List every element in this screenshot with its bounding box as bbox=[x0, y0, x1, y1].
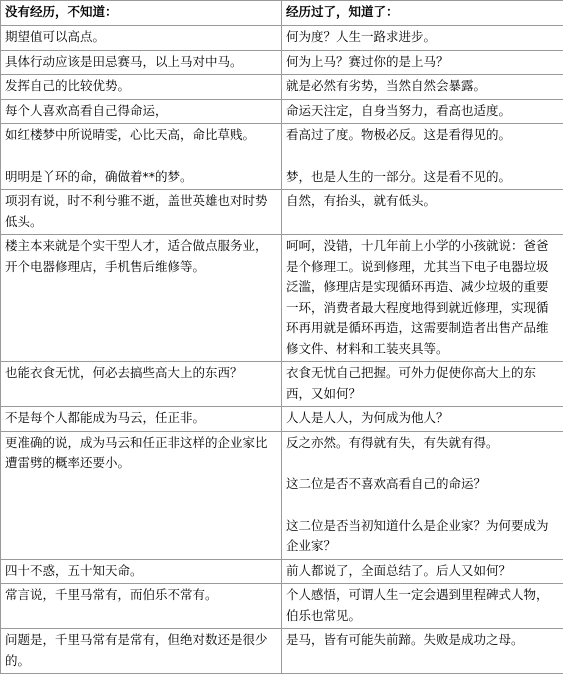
cell-text: 楼主本来就是个实干型人才，适合做点服务业，开个电器修理店，手机售后维修等。 bbox=[5, 236, 278, 277]
cell-text: 反之亦然。有得就有失，有失就有得。 bbox=[286, 433, 560, 454]
cell-text: 命运天注定，自身当努力，看高也适度。 bbox=[286, 101, 560, 122]
table-row bbox=[1, 75, 563, 100]
cell-left bbox=[1, 559, 282, 584]
cell-text: 不是每个人都能成为马云，任正非。 bbox=[5, 408, 278, 429]
cell-text: 问题是，千里马常有是常有，但绝对数还是很少的。 bbox=[5, 630, 278, 671]
cell-text: 这二位是否不喜欢高看自己的命运？ bbox=[286, 474, 560, 495]
paragraph-gap bbox=[5, 146, 278, 167]
cell-right bbox=[282, 26, 563, 51]
cell-text: 何为度？人生一路求进步。 bbox=[286, 27, 560, 48]
cell-left bbox=[1, 26, 282, 51]
table-row bbox=[1, 235, 563, 362]
table-row bbox=[1, 629, 563, 674]
table-body bbox=[1, 26, 563, 674]
cell-right bbox=[282, 235, 563, 362]
table-row bbox=[1, 124, 563, 190]
cell-text: 这二位是否当初知道什么是企业家？为何要成为企业家？ bbox=[286, 516, 560, 557]
cell-right bbox=[282, 584, 563, 629]
cell-text: 项羽有说，时不利兮骓不逝，盖世英雄也对时势低头。 bbox=[5, 191, 278, 232]
cell-left bbox=[1, 124, 282, 190]
cell-text: 衣食无忧自己把握。可外力促使你高大上的东西，又如何？ bbox=[286, 363, 560, 404]
paragraph-gap bbox=[286, 453, 560, 474]
cell-left bbox=[1, 99, 282, 124]
cell-text: 个人感悟，可谓人生一定会遇到里程碑式人物，伯乐也常见。 bbox=[286, 585, 560, 626]
cell-right bbox=[282, 407, 563, 432]
table-row bbox=[1, 26, 563, 51]
cell-text: 每个人喜欢高看自己得命运， bbox=[5, 101, 278, 122]
header-row bbox=[1, 1, 563, 26]
table-row bbox=[1, 431, 563, 559]
table-row bbox=[1, 50, 563, 75]
cell-text: 也能衣食无忧，何必去搞些高大上的东西？ bbox=[5, 363, 278, 384]
cell-text: 是马，皆有可能失前蹄。失败是成功之母。 bbox=[286, 630, 560, 651]
cell-text: 明明是丫环的命，确做着**的梦。 bbox=[5, 167, 278, 188]
cell-right bbox=[282, 362, 563, 407]
table-row bbox=[1, 407, 563, 432]
cell-text: 呵呵，没错，十几年前上小学的小孩就说：爸爸是个修理工。说到修理，尤其当下电子电器垃圾泛滥，修理店是实现循环再造、减少垃圾的重要一环，消费者最大程度地得到就近修理，实现循环再用就是循环再造，这需要制造者出售产品维修文件、材料和工装夹具等。 bbox=[286, 236, 560, 359]
table-row bbox=[1, 99, 563, 124]
cell-right bbox=[282, 431, 563, 559]
cell-left bbox=[1, 235, 282, 362]
cell-text: 期望值可以高点。 bbox=[5, 27, 278, 48]
paragraph-gap bbox=[286, 146, 560, 167]
cell-text: 梦，也是人生的一部分。这是看不见的。 bbox=[286, 167, 560, 188]
cell-text: 何为上马？赛过你的是上马？ bbox=[286, 52, 560, 73]
cell-text: 前人都说了，全面总结了。后人又如何？ bbox=[286, 561, 560, 582]
cell-text: 看高过了度。物极必反。这是看得见的。 bbox=[286, 125, 560, 146]
table-row bbox=[1, 584, 563, 629]
cell-left bbox=[1, 50, 282, 75]
table-row bbox=[1, 190, 563, 235]
cell-text: 发挥自己的比较优势。 bbox=[5, 76, 278, 97]
paragraph-gap bbox=[286, 495, 560, 516]
cell-left bbox=[1, 584, 282, 629]
cell-text: 如红楼梦中所说晴雯，心比天高，命比草贱。 bbox=[5, 125, 278, 146]
cell-text: 具体行动应该是田忌赛马，以上马对中马。 bbox=[5, 52, 278, 73]
cell-right bbox=[282, 559, 563, 584]
cell-text: 人人是人人，为何成为他人？ bbox=[286, 408, 560, 429]
cell-text: 常言说，千里马常有，而伯乐不常有。 bbox=[5, 585, 278, 606]
cell-left bbox=[1, 629, 282, 674]
table-row bbox=[1, 559, 563, 584]
header-right: 经历过了，知道了： bbox=[282, 1, 563, 26]
header-left: 没有经历，不知道： bbox=[1, 1, 282, 26]
cell-left bbox=[1, 431, 282, 559]
cell-left bbox=[1, 362, 282, 407]
cell-left bbox=[1, 190, 282, 235]
cell-text: 自然，有抬头，就有低头。 bbox=[286, 191, 560, 212]
cell-right bbox=[282, 124, 563, 190]
cell-right bbox=[282, 190, 563, 235]
cell-right bbox=[282, 99, 563, 124]
table-row bbox=[1, 362, 563, 407]
cell-right bbox=[282, 50, 563, 75]
cell-left bbox=[1, 407, 282, 432]
cell-text: 四十不惑，五十知天命。 bbox=[5, 561, 278, 582]
cell-right bbox=[282, 75, 563, 100]
cell-text: 更准确的说，成为马云和任正非这样的企业家比遭雷劈的概率还要小。 bbox=[5, 433, 278, 474]
cell-text: 就是必然有劣势，当然自然会暴露。 bbox=[286, 76, 560, 97]
cell-right bbox=[282, 629, 563, 674]
cell-left bbox=[1, 75, 282, 100]
